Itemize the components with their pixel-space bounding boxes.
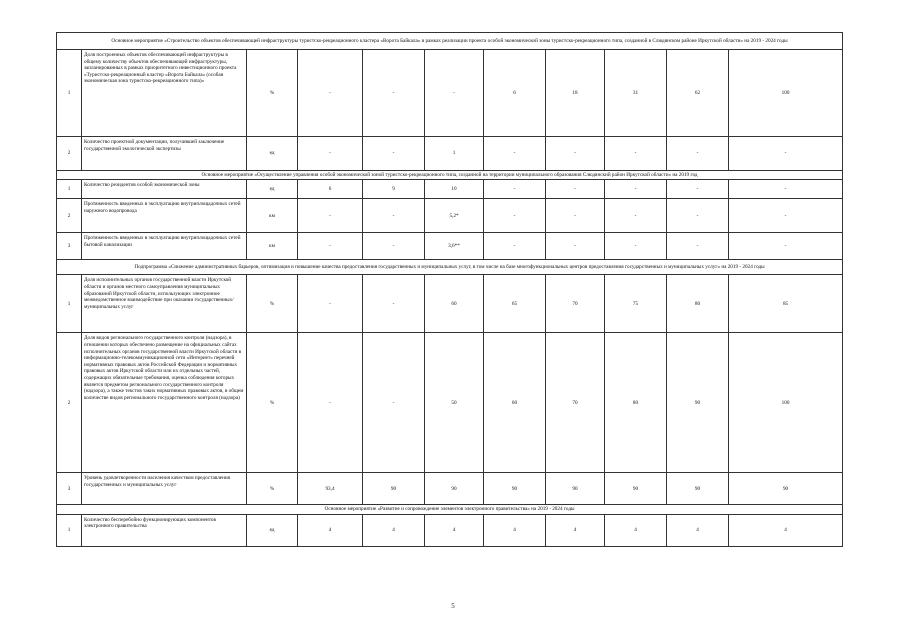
indicator-name: Количество бесперебойно функционирующих компонентов электронного правительства	[82, 514, 247, 546]
value-cell: 90	[605, 473, 667, 505]
value-cell: 9	[363, 180, 425, 199]
value-cell: -	[363, 333, 425, 473]
unit-cell: ед	[247, 180, 298, 199]
table-row	[57, 514, 843, 546]
indicator-name: Количество резидентов особой экономической зоны	[82, 180, 247, 199]
unit-cell: %	[247, 473, 298, 505]
value-cell: 85	[729, 275, 843, 333]
indicators-table	[56, 32, 843, 547]
value-cell: 4	[298, 514, 363, 546]
table-body	[57, 33, 843, 547]
value-cell: -	[363, 233, 425, 260]
section-heading: Основное мероприятие «Развитие и сопровождение элементов электронного правительства» на 2019 - 2024 годы	[57, 505, 843, 514]
row-number: 1	[57, 180, 82, 199]
value-cell: 3,6**	[425, 233, 484, 260]
section-heading: Основное мероприятие «Осуществление управления особой экономической зоной туристско-рекреационного типа, созданной на территории муниципального образования Слюдянский район Иркутской области» на 2019 год	[57, 171, 843, 180]
value-cell: 90	[667, 333, 729, 473]
value-cell: 31	[605, 50, 667, 137]
value-cell: -	[298, 275, 363, 333]
row-number: 3	[57, 473, 82, 505]
section-header-row	[57, 505, 843, 514]
value-cell: -	[363, 137, 425, 171]
value-cell: 90	[667, 473, 729, 505]
value-cell: 90	[363, 473, 425, 505]
row-number: 1	[57, 275, 82, 333]
value-cell: 4	[425, 514, 484, 546]
section-heading: Основное мероприятие «Строительство объектов обеспечивающей инфраструктуры туристско-рекреационного кластера «Ворота Байкала» в рамках реализации проекта особой экономической зоны туристско-рекреационного типа, созданной в Слюдянском районе Иркутской области» на 2019 - 2024 годы	[57, 33, 843, 50]
table-row	[57, 137, 843, 171]
indicator-name: Протяженность введенных в эксплуатацию внутриплощадочных сетей бытовой канализации	[82, 233, 247, 260]
value-cell: -	[667, 199, 729, 233]
row-number: 1	[57, 514, 82, 546]
value-cell: -	[729, 180, 843, 199]
value-cell: -	[546, 199, 605, 233]
row-number: 1	[57, 50, 82, 137]
value-cell: 6	[298, 180, 363, 199]
section-heading: Подпрограмма «Снижение административных барьеров, оптимизация и повышение качества предоставления государственных и муниципальных услуг, в том числе на базе многофункциональных центров предоставления государственных и муниципальных услуг» на 2019 - 2024 годы	[57, 260, 843, 275]
table-row	[57, 275, 843, 333]
value-cell: -	[484, 233, 546, 260]
row-number: 2	[57, 199, 82, 233]
table-row	[57, 199, 843, 233]
table-row	[57, 473, 843, 505]
page-number: 5	[451, 602, 455, 610]
value-cell: 65	[484, 275, 546, 333]
value-cell: -	[729, 233, 843, 260]
value-cell: -	[546, 180, 605, 199]
indicator-name: Протяженность введенных в эксплуатацию внутриплощадочных сетей наружного водопровода	[82, 199, 247, 233]
value-cell: 4	[484, 514, 546, 546]
indicator-name: Доля исполнительных органов государственной власти Иркутской области и органов местного самоуправления муниципальных образований Иркутской области, использующих электронное межведомственное взаимодействие при оказании государственных/муниципальных услуг	[82, 275, 247, 333]
value-cell: 6	[484, 50, 546, 137]
value-cell: -	[298, 50, 363, 137]
section-header-row	[57, 33, 843, 50]
value-cell: -	[605, 137, 667, 171]
value-cell: 93,4	[298, 473, 363, 505]
value-cell: -	[484, 137, 546, 171]
value-cell: -	[298, 233, 363, 260]
value-cell: -	[667, 233, 729, 260]
value-cell: 80	[667, 275, 729, 333]
value-cell: 18	[546, 50, 605, 137]
value-cell: -	[484, 199, 546, 233]
value-cell: 62	[667, 50, 729, 137]
row-number: 3	[57, 233, 82, 260]
unit-cell: %	[247, 275, 298, 333]
unit-cell: км	[247, 199, 298, 233]
value-cell: 4	[667, 514, 729, 546]
unit-cell: ед	[247, 137, 298, 171]
value-cell: 50	[425, 333, 484, 473]
value-cell: 1	[425, 137, 484, 171]
value-cell: 90	[546, 473, 605, 505]
unit-cell: %	[247, 333, 298, 473]
value-cell: 10	[425, 180, 484, 199]
indicator-name: Доля видов регионального государственного контроля (надзора), в отношении которых обеспечено размещение на официальных сайтах исполнительных органов государственной власти Иркутской области в информационно-телекоммуникационной сети «Интернет» перечней нормативных правовых актов Российской Федерации и нормативных правовых актов Иркутской области или их отдельных частей, содержащих обязательные требования, оценка соблюдения которых является предметом регионального государственного контроля (надзора), а также текстов таких нормативных правовых актов, в общем количестве видов регионального государственного контроля (надзора)	[82, 333, 247, 473]
table-row	[57, 233, 843, 260]
value-cell: -	[298, 333, 363, 473]
section-header-row	[57, 171, 843, 180]
value-cell: 80	[605, 333, 667, 473]
value-cell: -	[484, 180, 546, 199]
value-cell: 4	[546, 514, 605, 546]
indicator-name: Доля построенных объектов обеспечивающей инфраструктуры в общему количеству объектов обеспечивающей инфраструктуры, запланированных в рамках приоритетного инвестиционного проекта «Туристско-рекреационный кластер «Ворота Байкала» (особая экономическая зона туристско-рекреационного типа)»	[82, 50, 247, 137]
value-cell: 70	[546, 275, 605, 333]
value-cell: 60	[484, 333, 546, 473]
section-header-row	[57, 260, 843, 275]
unit-cell: ед	[247, 514, 298, 546]
value-cell: 60	[425, 275, 484, 333]
value-cell: -	[425, 50, 484, 137]
table-row	[57, 180, 843, 199]
value-cell: -	[546, 137, 605, 171]
value-cell: -	[298, 199, 363, 233]
value-cell: 4	[363, 514, 425, 546]
table-row	[57, 333, 843, 473]
value-cell: -	[363, 50, 425, 137]
value-cell: 100	[729, 50, 843, 137]
row-number: 2	[57, 333, 82, 473]
row-number: 2	[57, 137, 82, 171]
value-cell: -	[363, 275, 425, 333]
value-cell: 90	[484, 473, 546, 505]
value-cell: -	[298, 137, 363, 171]
unit-cell: км	[247, 233, 298, 260]
unit-cell: %	[247, 50, 298, 137]
value-cell: -	[605, 180, 667, 199]
value-cell: 75	[605, 275, 667, 333]
value-cell: -	[363, 199, 425, 233]
value-cell: 5,2*	[425, 199, 484, 233]
table-row	[57, 50, 843, 137]
value-cell: 70	[546, 333, 605, 473]
value-cell: -	[605, 233, 667, 260]
value-cell: -	[546, 233, 605, 260]
value-cell: -	[605, 199, 667, 233]
value-cell: 90	[425, 473, 484, 505]
indicator-name: Уровень удовлетворенности населения качеством предоставления государственных и муниципальных услуг	[82, 473, 247, 505]
value-cell: 4	[605, 514, 667, 546]
value-cell: 90	[729, 473, 843, 505]
value-cell: -	[667, 137, 729, 171]
value-cell: 4	[729, 514, 843, 546]
value-cell: -	[729, 199, 843, 233]
value-cell: 100	[729, 333, 843, 473]
value-cell: -	[729, 137, 843, 171]
indicator-name: Количество проектной документации, получившей заключение государственной экологической экспертизы	[82, 137, 247, 171]
value-cell: -	[667, 180, 729, 199]
